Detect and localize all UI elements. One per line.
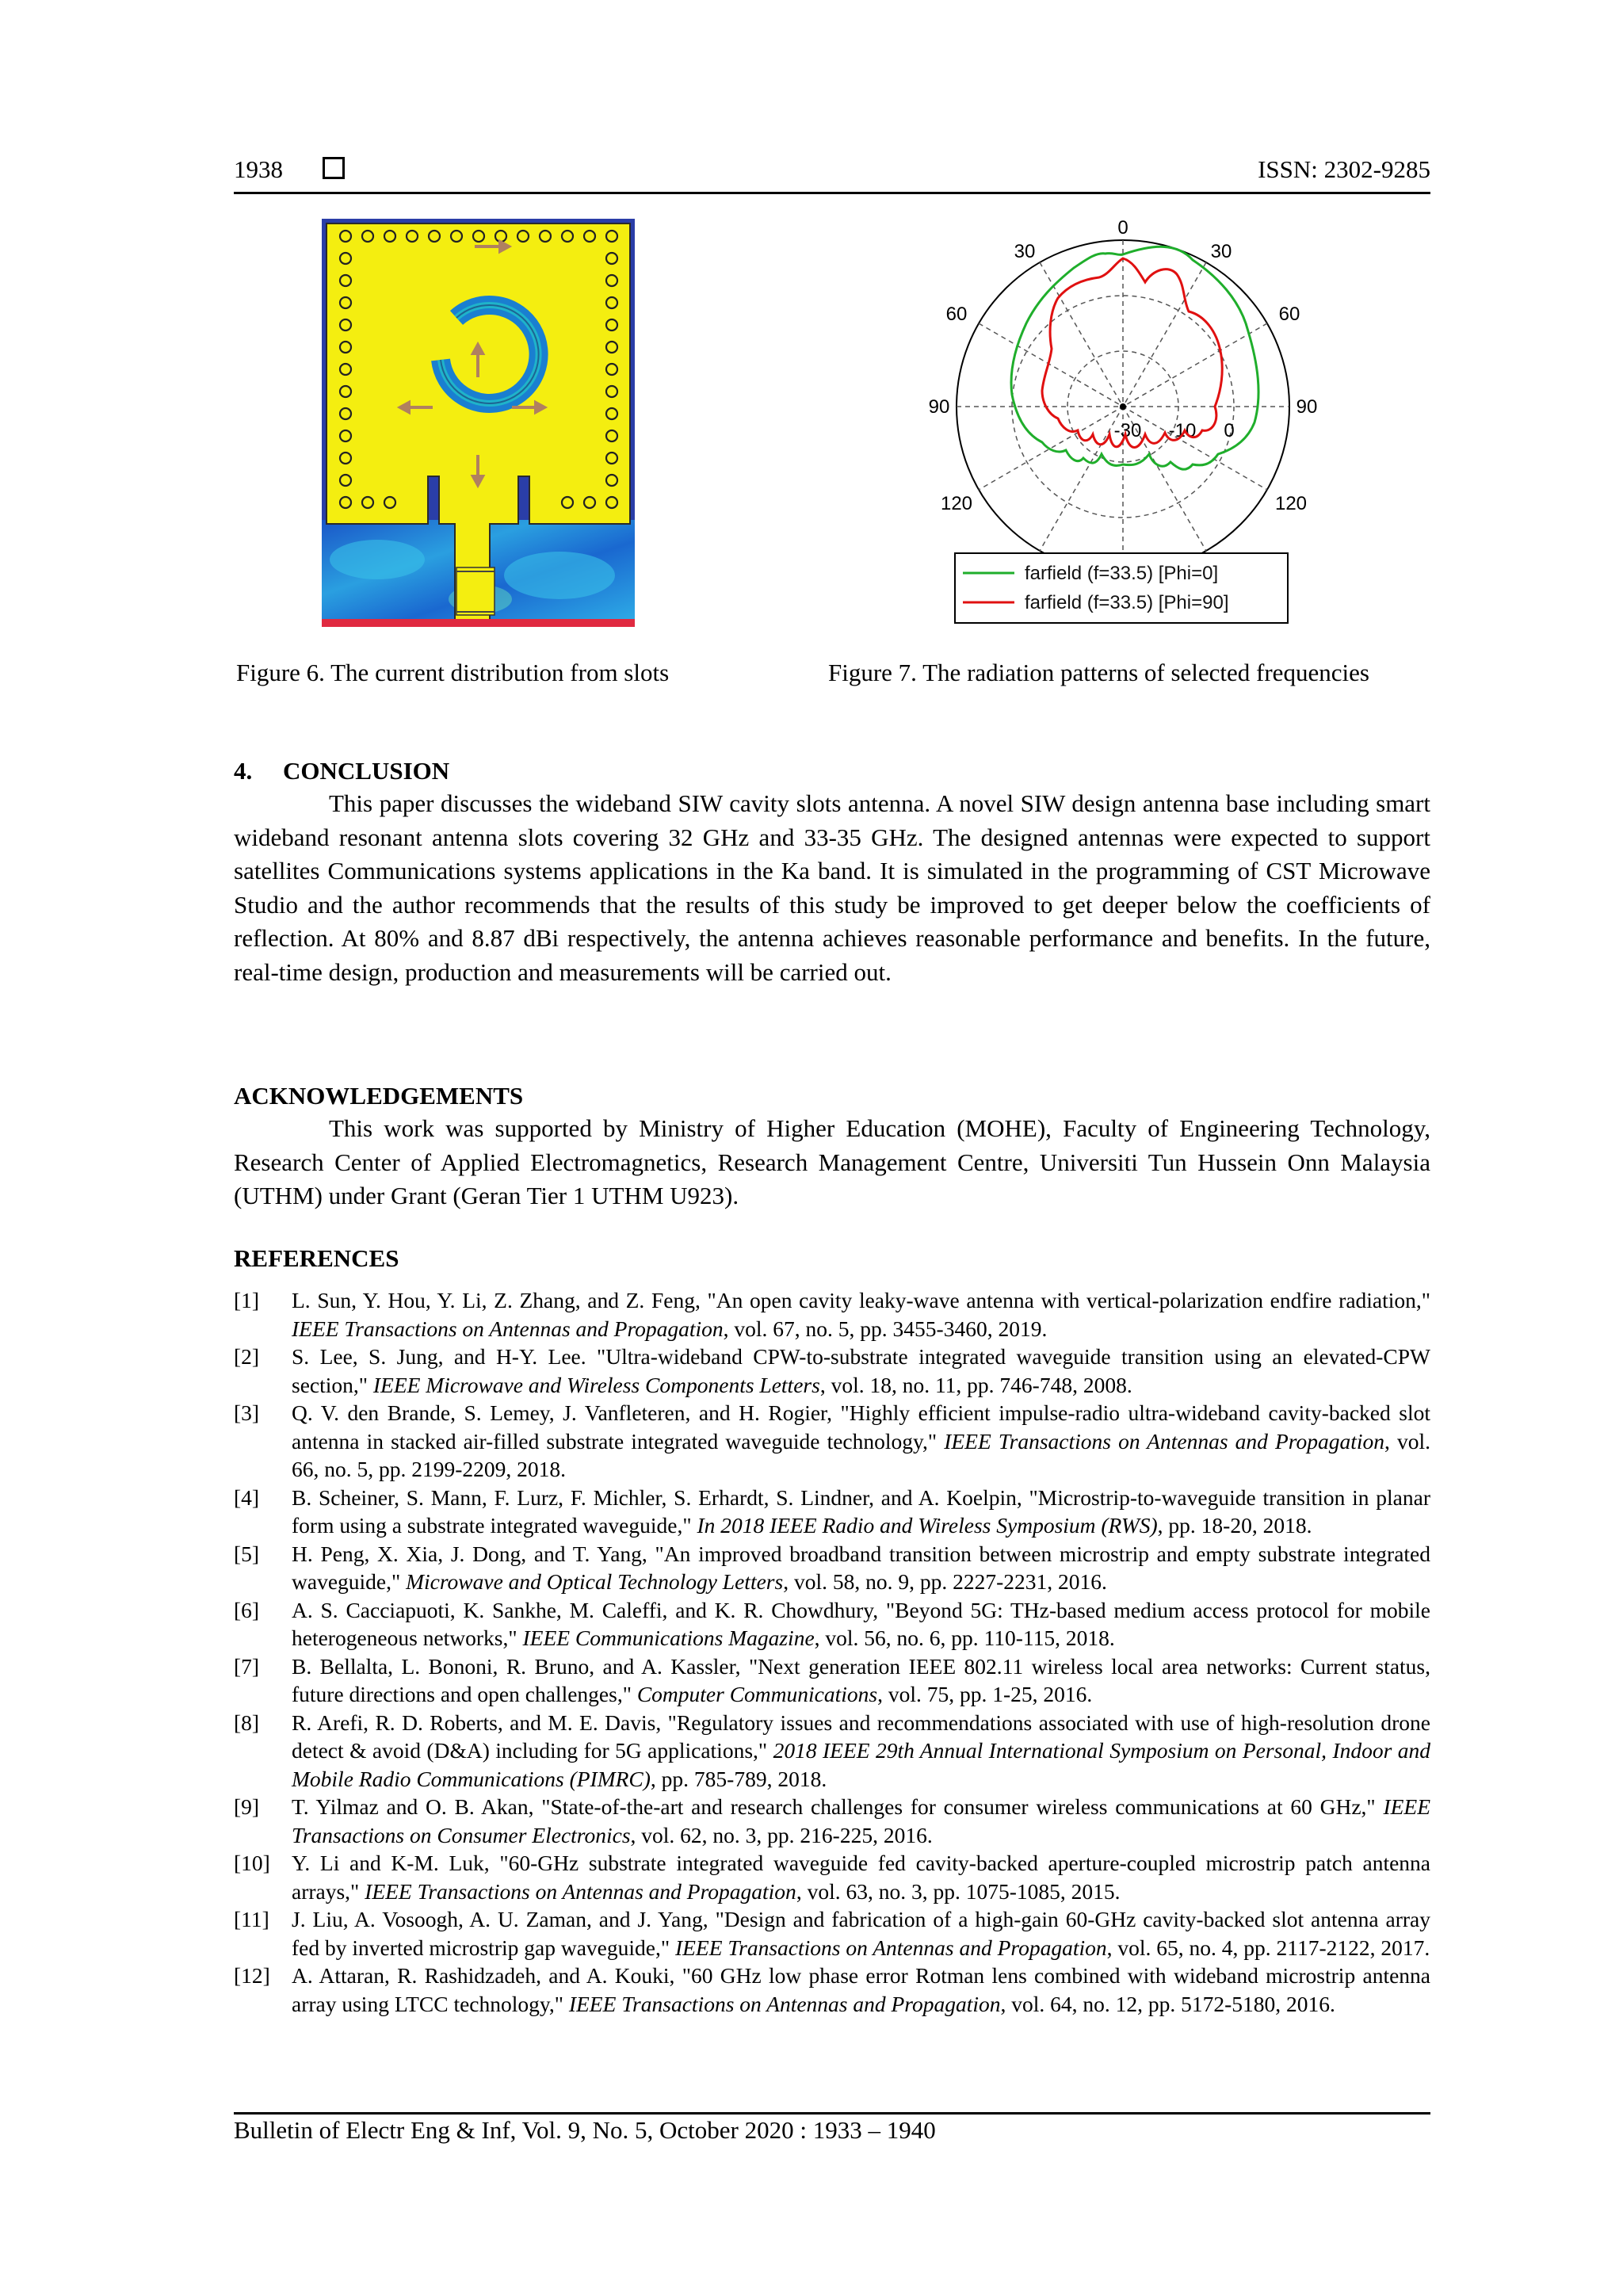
angle-label-0: 0 bbox=[1117, 217, 1128, 239]
reference-number: [2] bbox=[234, 1344, 260, 1369]
reference-number: [6] bbox=[234, 1597, 260, 1622]
reference-item bbox=[234, 1343, 1430, 1399]
reference-text bbox=[292, 1709, 1430, 1794]
angle-label-30-left: 30 bbox=[1014, 241, 1036, 262]
reference-venue: In 2018 IEEE Radio and Wireless Symposium (RWS) bbox=[697, 1513, 1158, 1538]
reference-details: , vol. 65, no. 4, pp. 2117-2122, 2017. bbox=[1106, 1935, 1430, 1960]
reference-item bbox=[234, 1652, 1430, 1709]
acknowledgements-text: This work was supported by Ministry of Higher Education (MOHE), Faculty of Engineering Technology, Research Center of Applied Electromagnetics, Research Management Centre, Universiti Tun Hussein Onn Malaysia (UTHM) under Grant (Geran Tier 1 UTHM U923). bbox=[234, 1114, 1430, 1209]
reference-item bbox=[234, 1286, 1430, 1343]
reference-authors-title: A. Attaran, R. Rashidzadeh, and A. Kouki, "60 GHz low phase error Rotman lens combined with wideband microstrip antenna array using LTCC technology," bbox=[292, 1963, 1430, 2016]
reference-item bbox=[234, 1793, 1430, 1849]
reference-text bbox=[292, 1652, 1430, 1709]
reference-number: [5] bbox=[234, 1541, 260, 1566]
references-list bbox=[234, 1286, 1430, 2018]
reference-details: , vol. 62, no. 3, pp. 216-225, 2016. bbox=[630, 1822, 933, 1847]
reference-item bbox=[234, 1484, 1430, 1540]
reference-authors-title: T. Yilmaz and O. B. Akan, "State-of-the-art and research challenges for consumer wireless communications at 60 GHz," bbox=[292, 1794, 1384, 1819]
conclusion-text: This paper discusses the wideband SIW cavity slots antenna. A novel SIW design antenna base including smart wideband resonant antenna slots covering 32 GHz and 33-35 GHz. The designed antennas were expected to support satellites Communications systems applications in the Ka band. It is simulated in the programming of CST Microwave Studio and the author recommends that the results of this study be improved to get deeper below the coefficients of reflection. At 80% and 8.87 dBi respectively, the antenna achieves reasonable performance and benefits. In the future, real-time design, production and measurements will be carried out. bbox=[234, 789, 1430, 986]
reference-venue: IEEE Microwave and Wireless Components Letters bbox=[372, 1372, 820, 1397]
reference-authors-title: B. Scheiner, S. Mann, F. Lurz, F. Michler, S. Erhardt, S. Lindner, and A. Koelpin, "Microstrip-to-waveguide transition in planar form using a substrate integrated waveguide," bbox=[292, 1484, 1430, 1538]
references-heading: REFERENCES bbox=[234, 1244, 399, 1272]
chart-legend bbox=[955, 553, 1288, 623]
legend-label-phi0: farfield (f=33.5) [Phi=0] bbox=[1025, 563, 1219, 584]
reference-item bbox=[234, 1962, 1430, 2018]
reference-item bbox=[234, 1399, 1430, 1484]
reference-number: [12] bbox=[234, 1963, 270, 1988]
reference-number: [4] bbox=[234, 1484, 260, 1510]
reference-venue: IEEE Transactions on Antennas and Propagation bbox=[365, 1878, 796, 1904]
reference-venue: IEEE Communications Magazine bbox=[522, 1626, 815, 1650]
reference-text bbox=[292, 1343, 1430, 1399]
reference-venue: Computer Communications bbox=[636, 1682, 878, 1706]
reference-text bbox=[292, 1793, 1430, 1849]
reference-details: , vol. 64, no. 12, pp. 5172-5180, 2016. bbox=[1000, 1991, 1335, 2016]
reference-details: , vol. 75, pp. 1-25, 2016. bbox=[877, 1682, 1093, 1706]
reference-authors-title: J. Liu, A. Vosoogh, A. U. Zaman, and J. Yang, "Design and fabrication of a high-gain 60-GHz cavity-backed slot antenna array fed by inverted microstrip gap waveguide," bbox=[292, 1907, 1430, 1960]
angle-label-60-right: 60 bbox=[1278, 304, 1300, 325]
reference-number: [3] bbox=[234, 1400, 260, 1425]
reference-authors-title: Q. V. den Brande, S. Lemey, J. Vanfleteren, and H. Rogier, "Highly efficient impulse-radio ultra-wideband cavity-backed slot antenna in stacked air-filled substrate integrated waveguide technology," bbox=[292, 1400, 1430, 1454]
reference-text bbox=[292, 1286, 1430, 1343]
reference-details: , pp. 18-20, 2018. bbox=[1157, 1513, 1312, 1538]
reference-venue: Microwave and Optical Technology Letters bbox=[406, 1569, 784, 1594]
reference-item bbox=[234, 1849, 1430, 1905]
reference-number: [8] bbox=[234, 1710, 260, 1735]
reference-authors-title: S. Lee, S. Jung, and H-Y. Lee. "Ultra-wideband CPW-to-substrate integrated waveguide transition using an elevated-CPW section," bbox=[292, 1344, 1430, 1397]
angle-label-120-left: 120 bbox=[940, 493, 973, 514]
angle-label-30-right: 30 bbox=[1210, 241, 1232, 262]
legend-label-phi90: farfield (f=33.5) [Phi=90] bbox=[1025, 592, 1229, 613]
header-rule bbox=[234, 192, 1430, 194]
reference-item bbox=[234, 1596, 1430, 1652]
reference-venue: IEEE Transactions on Antennas and Propagation bbox=[568, 1991, 1001, 2016]
conclusion-heading: 4. CONCLUSION bbox=[234, 757, 450, 785]
radial-label-0: 0 bbox=[1224, 420, 1235, 441]
reference-authors-title: H. Peng, X. Xia, J. Dong, and T. Yang, "An improved broadband transition between microstrip and empty substrate integrated waveguide," bbox=[292, 1541, 1430, 1594]
figure6-caption: Figure 6. The current distribution from slots bbox=[236, 659, 670, 686]
footer-rule bbox=[234, 2112, 1430, 2115]
angle-label-90-right: 90 bbox=[1296, 396, 1318, 418]
reference-details: , vol. 63, no. 3, pp. 1075-1085, 2015. bbox=[796, 1878, 1121, 1904]
reference-details: , vol. 56, no. 6, pp. 110-115, 2018. bbox=[814, 1626, 1115, 1650]
acknowledgements-paragraph bbox=[234, 1112, 1430, 1213]
reference-text bbox=[292, 1484, 1430, 1540]
page-header bbox=[234, 152, 1430, 190]
reference-details: , vol. 58, no. 9, pp. 2227-2231, 2016. bbox=[783, 1569, 1107, 1594]
angle-label-120-right: 120 bbox=[1274, 493, 1308, 514]
figure7-caption: Figure 7. The radiation patterns of selected frequencies bbox=[828, 659, 1369, 686]
issn: ISSN: 2302-9285 bbox=[1258, 155, 1430, 183]
square-bullet-icon bbox=[323, 157, 345, 179]
reference-venue: IEEE Transactions on Antennas and Propagation bbox=[944, 1428, 1384, 1454]
reference-venue: IEEE Transactions on Antennas and Propagation bbox=[674, 1935, 1107, 1960]
reference-item bbox=[234, 1540, 1430, 1596]
footer-citation: Bulletin of Electr Eng & Inf, Vol. 9, No. 5, October 2020 : 1933 – 1940 bbox=[234, 2116, 936, 2144]
reference-details: , vol. 66, no. 5, pp. 2199-2209, 2018. bbox=[292, 1428, 1430, 1481]
conclusion-paragraph bbox=[234, 787, 1430, 989]
angle-label-60-left: 60 bbox=[945, 304, 968, 325]
figure6-image bbox=[322, 219, 635, 627]
angle-label-90-left: 90 bbox=[928, 396, 950, 418]
figure7-polar-chart bbox=[915, 212, 1319, 628]
reference-venue: 2018 IEEE 29th Annual International Symposium on Personal, Indoor and Mobile Radio Communications (PIMRC) bbox=[292, 1738, 1431, 1791]
reference-text bbox=[292, 1849, 1430, 1905]
acknowledgements-heading: ACKNOWLEDGEMENTS bbox=[234, 1082, 524, 1110]
reference-number: [7] bbox=[234, 1653, 260, 1679]
page-number: 1938 bbox=[234, 155, 283, 183]
reference-venue: IEEE Transactions on Consumer Electronics bbox=[292, 1794, 1430, 1847]
ground-edge bbox=[322, 619, 635, 627]
reference-text bbox=[292, 1962, 1430, 2018]
reference-details: , vol. 18, no. 11, pp. 746-748, 2008. bbox=[819, 1372, 1132, 1397]
reference-number: [1] bbox=[234, 1288, 260, 1312]
reference-authors-title: B. Bellalta, L. Bononi, R. Bruno, and A. Kassler, "Next generation IEEE 802.11 wireless local area networks: Current status, future directions and open challenges," bbox=[292, 1653, 1430, 1706]
reference-authors-title: Y. Li and K-M. Luk, "60-GHz substrate integrated waveguide fed cavity-backed aperture-coupled microstrip patch antenna arrays," bbox=[292, 1851, 1430, 1904]
reference-text bbox=[292, 1596, 1430, 1652]
reference-item bbox=[234, 1905, 1430, 1962]
reference-authors-title: L. Sun, Y. Hou, Y. Li, Z. Zhang, and Z. Feng, "An open cavity leaky-wave antenna with vertical-polarization endfire radiation," bbox=[292, 1288, 1430, 1312]
reference-number: [10] bbox=[234, 1851, 270, 1875]
reference-details: , pp. 785-789, 2018. bbox=[650, 1766, 827, 1791]
radial-label-minus10: -10 bbox=[1168, 420, 1197, 441]
reference-authors-title: A. S. Cacciapuoti, K. Sankhe, M. Caleffi, and K. R. Chowdhury, "Beyond 5G: THz-based medium access protocol for mobile heterogeneous networks," bbox=[292, 1597, 1430, 1650]
reference-item bbox=[234, 1709, 1430, 1794]
reference-number: [11] bbox=[234, 1907, 269, 1931]
reference-text bbox=[292, 1540, 1430, 1596]
reference-details: , vol. 67, no. 5, pp. 3455-3460, 2019. bbox=[723, 1316, 1048, 1341]
feed-line bbox=[456, 567, 495, 615]
reference-venue: IEEE Transactions on Antennas and Propagation bbox=[292, 1316, 724, 1341]
reference-text bbox=[292, 1399, 1430, 1484]
reference-authors-title: R. Arefi, R. D. Roberts, and M. E. Davis, "Regulatory issues and recommendations associated with use of high-resolution drone detect & avoid (D&A) including for 5G applications," bbox=[292, 1710, 1430, 1763]
reference-number: [9] bbox=[234, 1794, 260, 1819]
radial-label-minus30: -30 bbox=[1113, 420, 1142, 441]
reference-text bbox=[292, 1905, 1430, 1962]
